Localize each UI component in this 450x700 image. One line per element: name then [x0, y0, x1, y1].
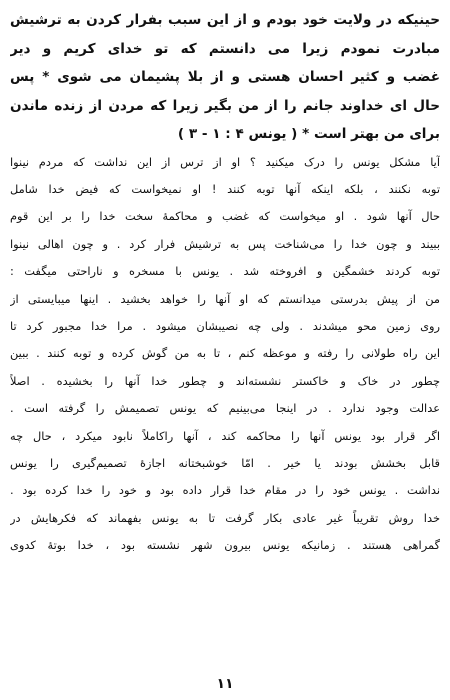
text-line: ببیند و چون خدا را می‌شناخت پس به ترشیش فرار کرد . و چون اهالی نینوا — [10, 236, 440, 251]
commentary-text — [10, 149, 440, 560]
book-page — [10, 6, 440, 694]
text-line: عدالت وجود ندارد . در اینجا می‌بینیم که یونس تصمیمش را گرفته است . — [10, 401, 440, 416]
verse-line: غضب و کثیر احسان هستی و از بلا پشیمان می شوی * پس — [10, 69, 440, 85]
text-line: گمراهی هستند . زمانیکه یونس بیرون شهر نشسته بود ، خدا بوتهٔ کدوی — [10, 538, 440, 553]
text-line: این راه طولانی را رفته و موعظه کنم ، تا به من گوش کرده و توبه کنند . ببین — [10, 346, 440, 361]
verse-line: حینیکه در ولایت خود بودم و از این سبب بفرار کردن به ترشیش — [10, 12, 440, 28]
text-line: توبه کردند خشمگین و افروخته شد . یونس با مسخره و ناراحتی میگفت : — [10, 264, 440, 279]
scripture-quote — [10, 6, 440, 149]
text-line: نداشت . یونس خود را در مقام خدا قرار داده بود و خود را خدا کرده بود . — [10, 483, 440, 498]
text-line: آیا مشکل یونس را درک میکنید ؟ او از ترس از این نداشت که مردم نینوا — [10, 154, 440, 169]
text-line: حال آنها شود . او میخواست که غضب و محاکمهٔ سخت خدا را بر این قوم — [10, 209, 440, 224]
text-line: خدا روش تقریباً غیر عادی بکار گرفت تا به یونس بفهماند که فکرهایش در — [10, 510, 440, 525]
text-line: قابل بخشش بودند یا خیر . امّا خوشبختانه اجازهٔ تصمیم‌گیری را یونس — [10, 455, 440, 470]
text-line: من از پیش بدرستی میدانستم که او آنها را خواهد بخشید . اینها میبایستی از — [10, 291, 440, 306]
text-line: روی زمین محو میشدند . ولی چه نصیبشان میشود . مرا خدا مجبور کرد تا — [10, 318, 440, 333]
text-line: چطور در خاک و خاکستر نشسته‌اند و چطور خدا آنها را بخشیده . اصلاً — [10, 373, 440, 388]
verse-line: مبادرت نمودم زیرا می دانستم که تو خدای کریم و دیر — [10, 40, 440, 57]
verse-line: حال ای خداوند جانم را از من بگیر زیرا که مردن از زنده ماندن — [10, 97, 440, 114]
page-number: ۱۱ — [216, 676, 234, 692]
text-line: توبه نکنند ، بلکه اینکه آنها توبه کنند ! او نمیخواست که فیض خدا شامل — [10, 181, 440, 196]
verse-reference-line: برای من بهتر است * ( یونس ۴ : ۱ - ۳ ) — [177, 126, 440, 142]
text-line: اگر قرار بود یونس آنها را محاکمه کند ، آنها راکاملاً نابود میکرد ، حال چه — [10, 428, 440, 443]
